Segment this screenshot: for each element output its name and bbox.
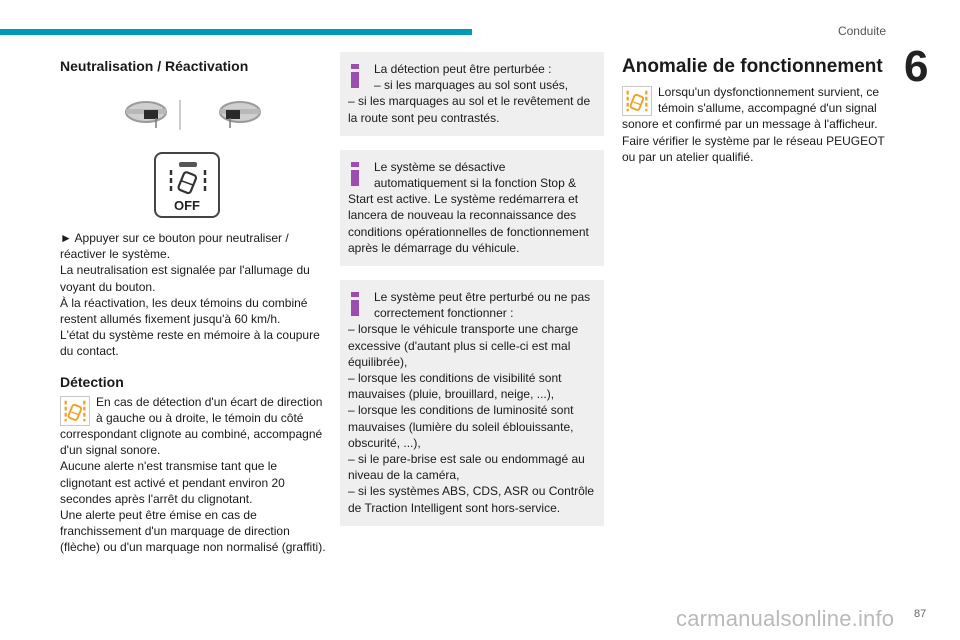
steering-wheel-left-icon bbox=[120, 98, 186, 132]
anomalie-line-1: Lorsqu'un dysfonctionnement survient, ce témoin s'allume, accompagné d'un signal sonore et confirmé par un message à l'afficheur. bbox=[622, 85, 880, 132]
neutral-line-1: ► Appuyer sur ce bouton pour neutraliser / réactiver le système. bbox=[60, 231, 289, 262]
header-accent-bar bbox=[0, 29, 472, 35]
steering-wheel-right-icon bbox=[196, 98, 266, 132]
right-column bbox=[622, 56, 888, 165]
watermark-text: carmanualsonline.info bbox=[676, 606, 895, 631]
neutralisation-text bbox=[60, 230, 326, 360]
lane-departure-warning-icon bbox=[60, 396, 90, 426]
lane-departure-icon bbox=[166, 160, 210, 196]
neutral-line-3: À la réactivation, les deux témoins du combiné restent allumés fixement jusqu'à 60 km/h. bbox=[60, 295, 308, 327]
chapter-title: Conduite bbox=[837, 24, 886, 38]
info-icon bbox=[348, 64, 362, 88]
heading-anomalie: Anomalie de fonctionnement bbox=[622, 56, 883, 77]
note-detection-disturbed bbox=[340, 52, 604, 136]
neutral-line-2: La neutralisation est signalée par l'allumage du voyant du bouton. bbox=[60, 263, 310, 294]
note3-line-4: – lorsque les conditions de luminosité sont mauvaises (lumière du soleil éblouissante, obscurité, ...), bbox=[348, 403, 574, 450]
anomalie-text bbox=[622, 84, 888, 165]
note3-line-1: Le système peut être perturbé ou ne pas correctement fonctionner : bbox=[374, 290, 591, 321]
middle-column bbox=[340, 52, 604, 540]
detection-text bbox=[60, 394, 326, 556]
lane-assist-off-button[interactable] bbox=[154, 152, 220, 218]
note1-line-3: – si les marquages au sol et le revêtement de la route sont peu contrastés. bbox=[348, 94, 591, 125]
note3-line-3: – lorsque les conditions de visibilité sont mauvaises (pluie, brouillard, neige, ...), bbox=[348, 371, 562, 402]
info-icon bbox=[348, 162, 362, 186]
note-stop-start bbox=[340, 150, 604, 266]
chapter-number: 6 bbox=[904, 42, 929, 91]
steering-wheel-illustrations bbox=[60, 98, 326, 134]
neutral-line-4: L'état du système reste en mémoire à la coupure du contact. bbox=[60, 328, 320, 359]
detection-line-1: En cas de détection d'un écart de direction à gauche ou à droite, le témoin du côté correspondant clignote au combiné, accompagné d'un signal sonore. bbox=[60, 394, 323, 458]
lane-departure-fault-icon bbox=[622, 86, 652, 116]
left-column bbox=[60, 56, 326, 556]
page-number: 87 bbox=[914, 608, 927, 620]
detection-line-2: Aucune alerte n'est transmise tant que le clignotant est activé et pendant environ 20 secondes après l'arrêt du clignotant. bbox=[60, 459, 285, 506]
note1-line-2: – si les marquages au sol sont usés, bbox=[374, 78, 569, 93]
anomalie-line-2: Faire vérifier le système par le réseau PEUGEOT ou par un atelier qualifié. bbox=[622, 133, 885, 164]
detection-line-3: Une alerte peut être émise en cas de franchissement d'un marquage de direction (flèche) ou d'un marquage non normalisé (graffiti). bbox=[60, 508, 326, 555]
note3-line-2: – lorsque le véhicule transporte une charge excessive (d'autant plus si celle-ci est mal équilibrée), bbox=[348, 322, 579, 369]
off-label: OFF bbox=[174, 198, 200, 213]
note3-line-6: – si les systèmes ABS, CDS, ASR ou Contrôle de Traction Intelligent sont hors-service. bbox=[348, 484, 595, 515]
heading-detection: Détection bbox=[60, 373, 124, 390]
note2-line-1: Le système se désactive automatiquement si la fonction Stop & Start est active. Le système redémarrera et lancera de nouveau la reconnaissance des conditions opérationnelles de fonctionnement après le démarrage du véhicule. bbox=[348, 159, 589, 255]
note3-line-5: – si le pare-brise est sale ou endommagé au niveau de la caméra, bbox=[348, 452, 585, 483]
note1-line-1: La détection peut être perturbée : bbox=[374, 62, 552, 76]
note-system-disturbed bbox=[340, 280, 604, 526]
info-icon bbox=[348, 292, 362, 316]
heading-neutralisation: Neutralisation / Réactivation bbox=[60, 58, 249, 74]
